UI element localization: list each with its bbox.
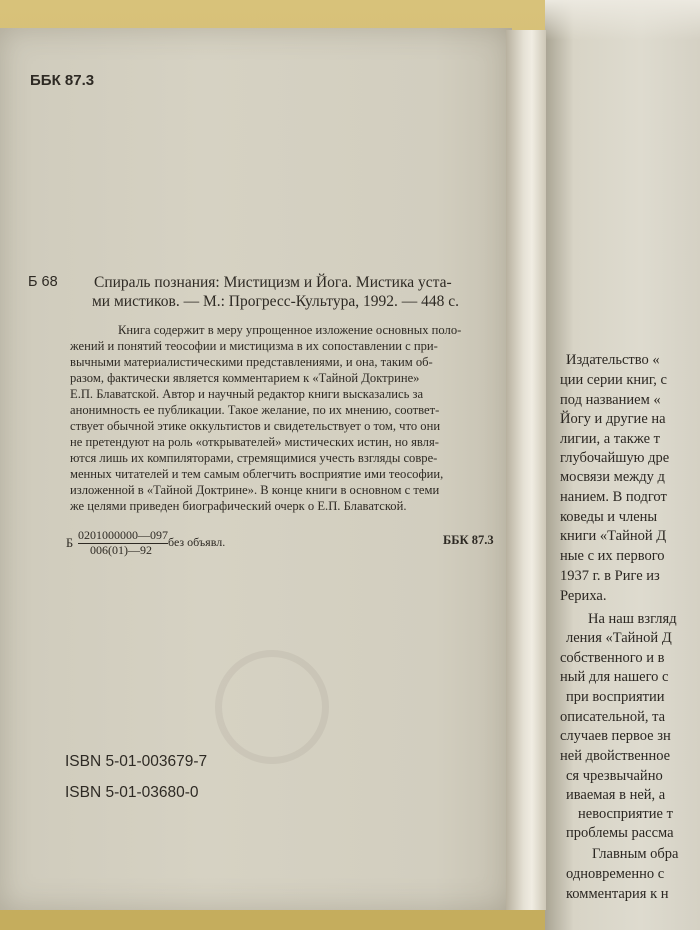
right-page-highlight [545, 0, 700, 40]
catalog-code: Б 68 [28, 274, 58, 290]
right-page-line: ней двойственное [560, 748, 671, 764]
right-page-line: коведы и члены [560, 509, 658, 525]
abstract-line: же целями приведен биографический очерк о Е.П. Блаватской. [70, 499, 407, 513]
publisher-code-fraction [78, 529, 168, 557]
right-page-line: одновременно с [566, 866, 665, 882]
abstract-line: не претендуют на роль «открывателей» мистических истин, но явля- [70, 435, 439, 449]
publisher-code-letter: Б [66, 536, 74, 550]
abstract-line: Книга содержит в меру упрощенное изложение основных поло- [118, 323, 462, 337]
right-page-line: ный для нашего с [560, 669, 669, 685]
right-page-line: На наш взгляд [588, 611, 677, 627]
right-page-line: Издательство « [566, 352, 660, 368]
abstract-line: анонимность ее публикации. Такое желание, по их мнению, соответ- [70, 403, 440, 417]
bbk-index-bottom: ББК 87.3 [443, 533, 494, 547]
right-page-line: 1937 г. в Риге из [560, 568, 660, 584]
right-page-line: комментария к н [566, 886, 669, 902]
right-page-line: случаев первое зн [560, 728, 671, 744]
right-page-line: книги «Тайной Д [560, 528, 667, 544]
right-page-line: лигии, а также т [560, 431, 660, 447]
right-page-line: ции серии книг, с [560, 372, 667, 388]
abstract-line: Е.П. Блаватской. Автор и научный редактор книги высказались за [70, 387, 424, 401]
book-gutter [506, 30, 546, 910]
right-page-line: мосвязи между д [560, 469, 665, 485]
isbn-line: ISBN 5-01-003679-7 [65, 753, 208, 770]
right-page-line: ные с их первого [560, 548, 665, 564]
right-page-line: Йогу и другие на [560, 411, 666, 427]
right-page-line: Рериха. [560, 588, 607, 604]
right-page-line: ления «Тайной Д [566, 630, 672, 646]
abstract-line: жений и понятий теософии и мистицизма в их сопоставлении с при- [70, 339, 438, 353]
right-page-line: невосприятие т [578, 806, 673, 822]
abstract-line: менных читателей и тем самым облегчить восприятие ими теософии, [70, 467, 444, 481]
bbk-index-top: ББК 87.3 [30, 72, 95, 89]
abstract-line: разом, фактически является комментарием к «Тайной Доктрине» [70, 371, 420, 385]
publisher-code-denominator: 006(01)—92 [90, 543, 152, 557]
right-page-line: собственного и в [560, 650, 665, 666]
right-page-line: глубочайшую дре [560, 450, 670, 466]
title-line: ми мистиков. — М.: Прогресс-Культура, 1992. — 448 с. [92, 293, 459, 310]
publisher-code-note: без объявл. [168, 535, 226, 549]
abstract-line: ствует обычной этике оккультистов и свидетельствует о том, что они [70, 419, 441, 433]
title-line: Спираль познания: Мистицизм и Йога. Мистика уста- [94, 274, 452, 291]
isbn-line: ISBN 5-01-03680-0 [65, 784, 199, 801]
abstract-line: ются лишь их компиляторами, стремящимися учесть взгляды совре- [70, 451, 438, 465]
show-through-emblem [215, 650, 329, 764]
right-page-line: ся чрезвычайно [566, 768, 663, 784]
right-page-line: нанием. В подгот [560, 489, 667, 505]
publisher-code-numerator: 0201000000—097 [78, 528, 168, 542]
right-page-line: описательной, та [560, 709, 666, 725]
right-page-line: под названием « [560, 392, 661, 408]
abstract-line: изложенной в «Тайной Доктрине». В конце книги в основном с теми [70, 483, 440, 497]
right-page-line: проблемы рассма [566, 825, 674, 841]
right-page-line: иваемая в ней, а [566, 787, 666, 803]
abstract-line: вычными материалистическими представлениями, и она, таким об- [70, 355, 433, 369]
right-page-line: Главным обра [592, 846, 679, 862]
right-page-line: при восприятии [566, 689, 665, 705]
